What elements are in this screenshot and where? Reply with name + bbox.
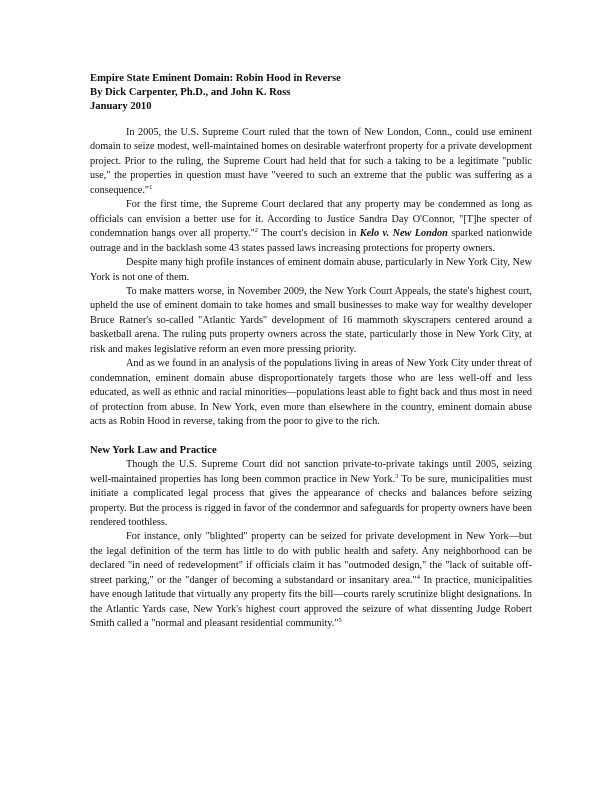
paragraph-6-text-b: To be sure, municipalities must initiate a complicated legal process that gives the appearance of checks and balances before seizing property. But the process is rigged in favor of the condemnor and safeguards for property owners have been rendered toothless. bbox=[90, 473, 533, 528]
paragraph-2-text-b: The court's decision in bbox=[258, 228, 360, 240]
footnote-ref-5: 5 bbox=[338, 617, 342, 625]
paragraph-7-text-b: In practice, municipalities have enough latitude that virtually any property fits the bill—courts rarely scrutinize blight designations. In the Atlantic Yards case, New York's highest court approved the seizure of what dissenting Judge Robert Smith called a "normal and pleasant residential community." bbox=[90, 574, 533, 630]
paragraph-6 bbox=[90, 458, 532, 530]
paragraph-5: And as we found in an analysis of the populations living in areas of New York City under threat of condemnation, eminent domain abuse disproportionately targets those who are less well-off and less educated, as well as ethnic and racial minorities—populations least able to fight back and thus most in need of protection from abuse. In New York, even more than elsewhere in the country, eminent domain abuse acts as Robin Hood in reverse, taking from the poor to give to the rich. bbox=[90, 358, 532, 428]
paragraph-2-text-c: sparked nationwide outrage and in the backlash some 43 states passed laws increasing protections for property owners. bbox=[90, 228, 533, 254]
footnote-ref-4: 4 bbox=[416, 573, 420, 581]
paragraph-2-text-a: For the first time, the Supreme Court declared that any property may be condemned as long as officials can envision a better use for it. According to Justice Sandra Day O'Connor, "[T]he specter of condemnation hangs over all property." bbox=[90, 199, 532, 240]
document-title: Empire State Eminent Domain: Robin Hood in Reverse bbox=[90, 73, 341, 84]
document-body bbox=[90, 126, 532, 632]
document-header bbox=[90, 72, 530, 115]
document-date: January 2010 bbox=[90, 101, 152, 113]
footnote-ref-3: 3 bbox=[395, 472, 399, 480]
paragraph-1 bbox=[90, 126, 532, 198]
paragraph-1-text: In 2005, the U.S. Supreme Court ruled that the town of New London, Conn., could use eminent domain to seize modest, well-maintained homes on desirable waterfront property for a private development project. Prior to the ruling, the Supreme Court had held that for such a taking to be a legitimate "public use," the properties in question must have "veered to such an extreme that the public was suffering as a consequence." bbox=[90, 127, 532, 196]
document-authors: By Dick Carpenter, Ph.D., and John K. Ross bbox=[90, 87, 291, 99]
paragraph-7-text-a: For instance, only "blighted" property can be seized for private development in New York—but the legal definition of the term has little to do with public health and safety. Any neighborhood can be declared "in need of redevelopment" if officials claim it has "outmoded design," the "lack of suitable off-street parking," or the "danger of becoming a substandard or insanitary area." bbox=[90, 531, 532, 586]
paragraph-2 bbox=[90, 198, 532, 256]
section-heading: New York Law and Practice bbox=[90, 444, 217, 456]
paragraph-4: To make matters worse, in November 2009, the New York Court Appeals, the state's highest court, upheld the use of eminent domain to take homes and small businesses to make way for wealthy developer Bruce Ratner's so-called "Atlantic Yards" development of 16 mammoth skyscrapers centered around a basketball arena. The ruling puts property owners across the state, particularly those in New York City, at risk and makes legislative reform an even more pressing priority. bbox=[90, 285, 532, 355]
paragraph-6-text-a: Though the U.S. Supreme Court did not sanction private-to-private takings until 2005, seizing well-maintained properties has long been common practice in New York. bbox=[90, 459, 532, 485]
paragraph-3: Despite many high profile instances of eminent domain abuse, particularly in New York City, New York is not one of them. bbox=[90, 257, 532, 283]
footnote-ref-1: 1 bbox=[149, 183, 153, 191]
footnote-ref-2: 2 bbox=[254, 227, 259, 235]
paragraph-7 bbox=[90, 530, 532, 631]
case-name: Kelo v. New London bbox=[359, 228, 448, 240]
